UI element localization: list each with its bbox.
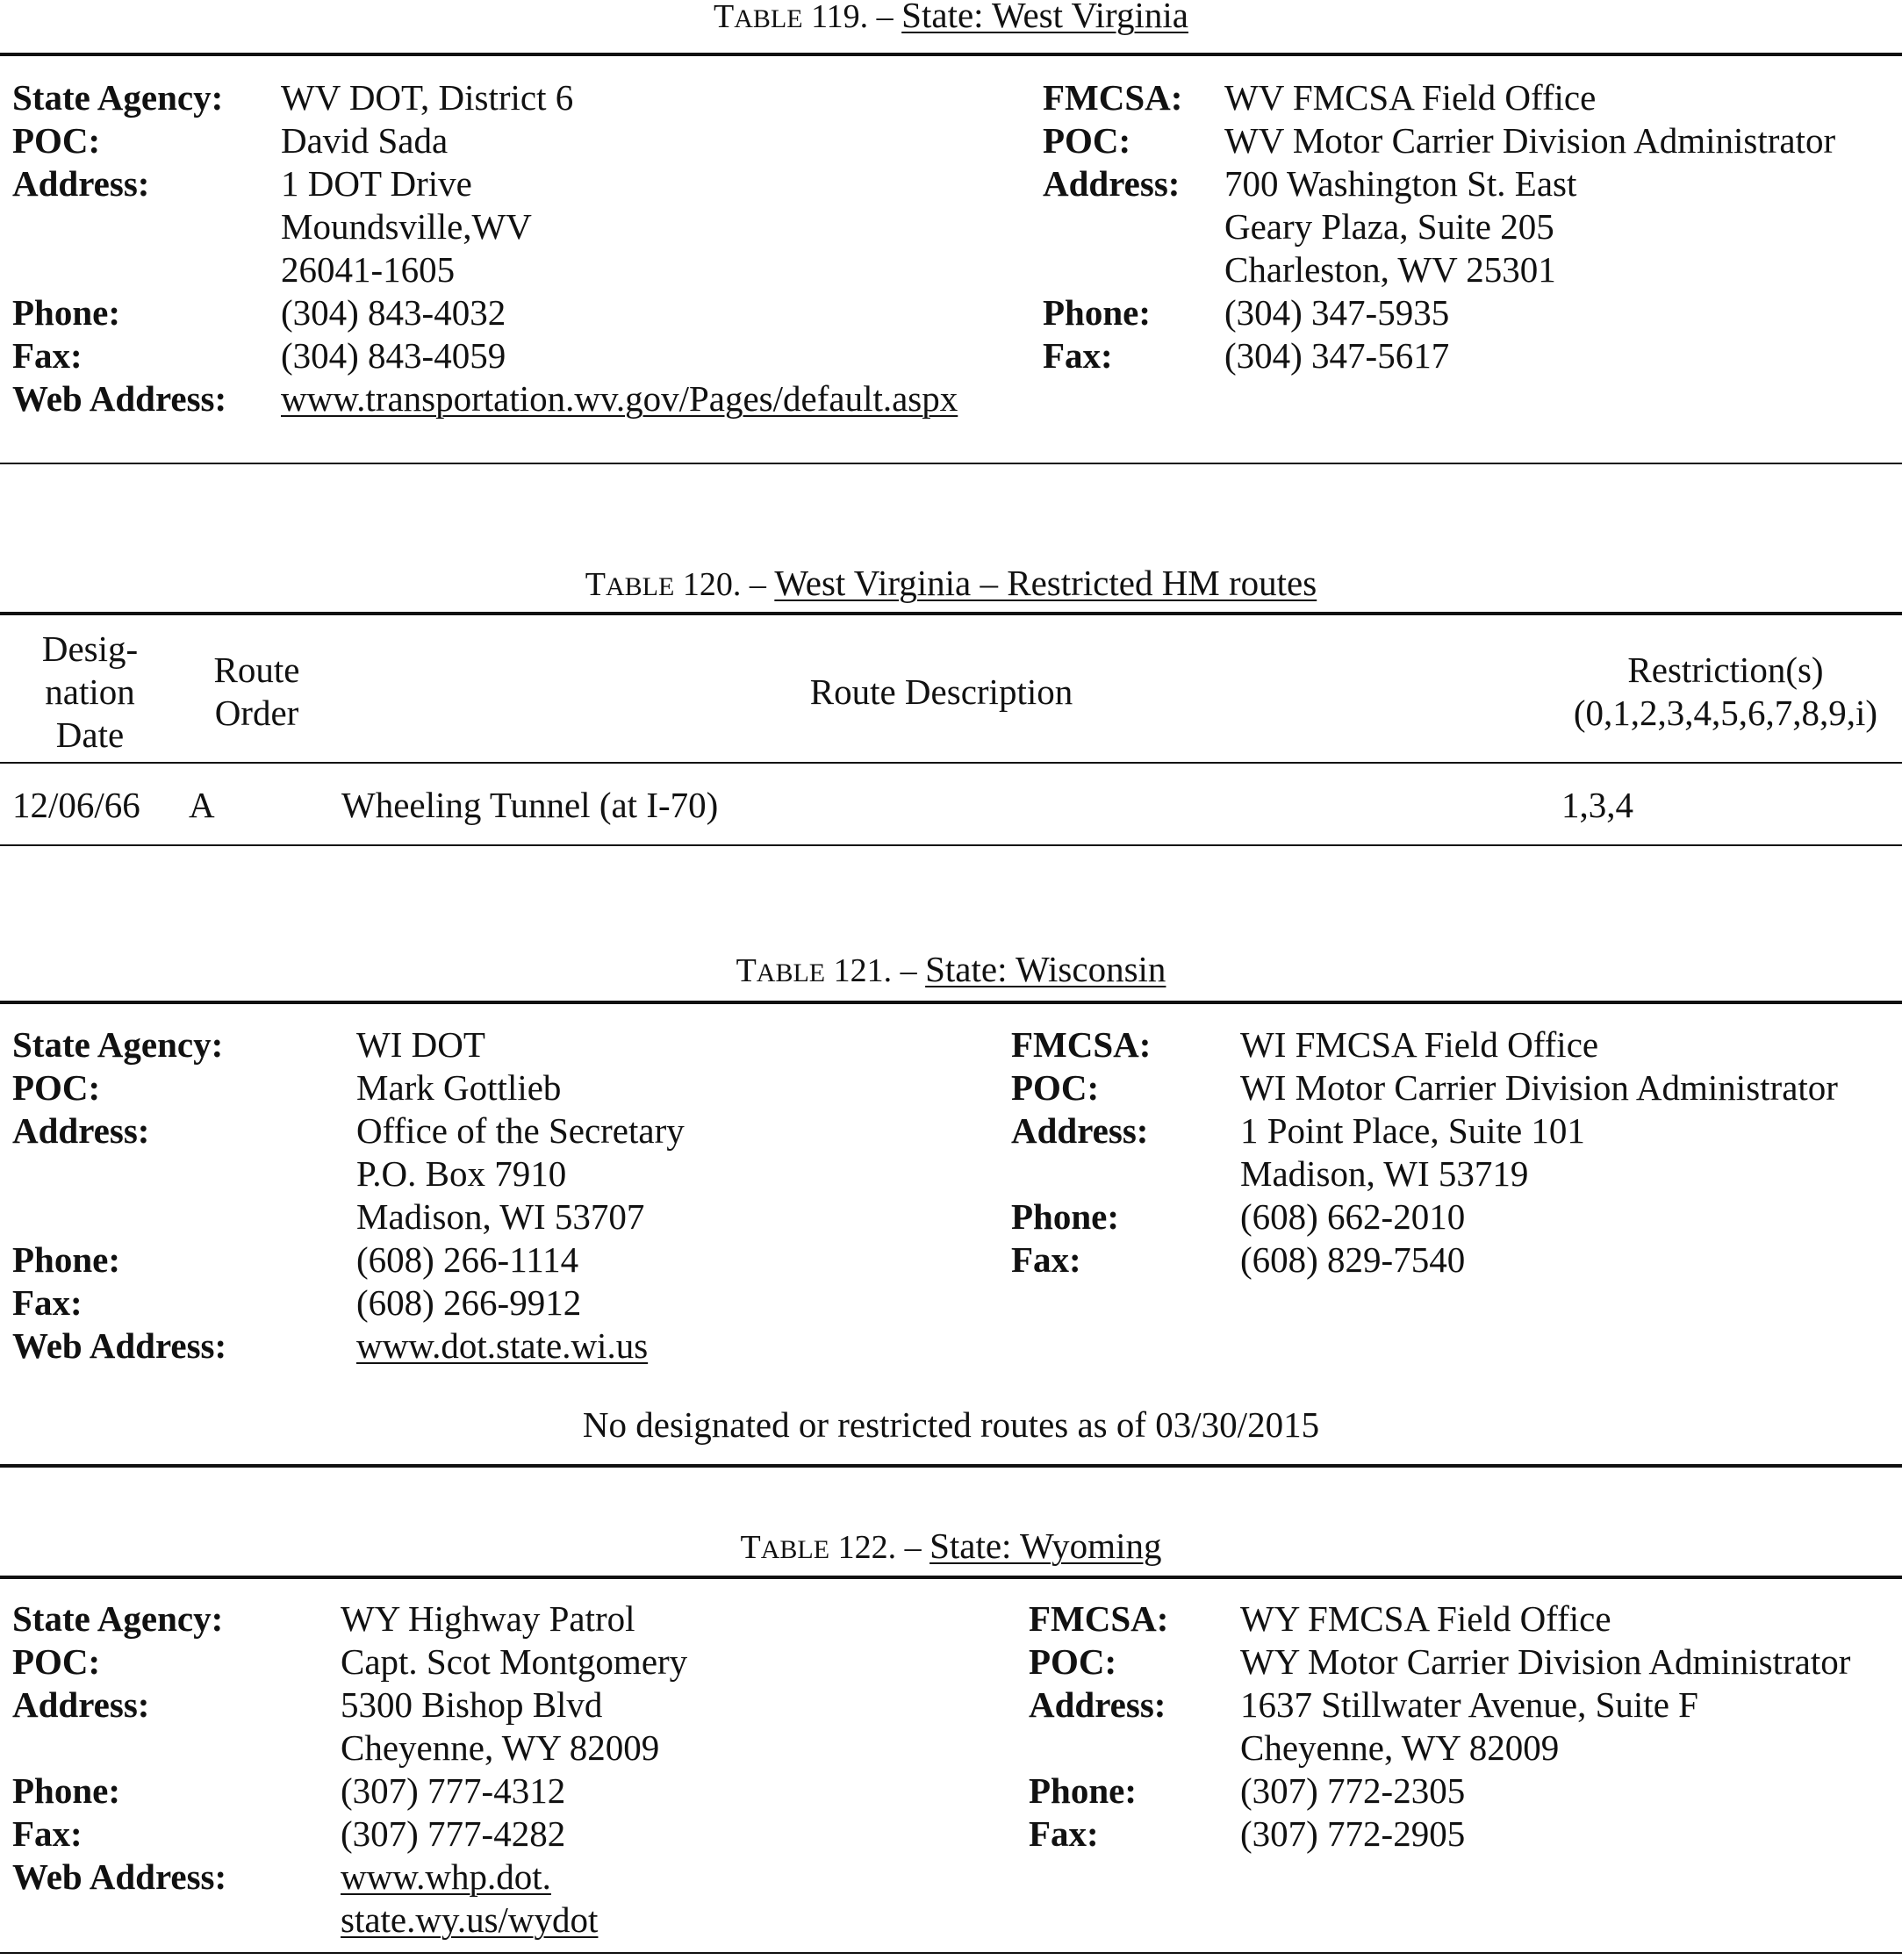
- route-order-header-line-2: Order: [214, 693, 299, 733]
- poc-value: David Sada: [281, 120, 449, 161]
- address-line-2: Moundsville,WV: [281, 206, 532, 247]
- designation-date-cell: 12/06/66: [12, 785, 140, 825]
- fax-value: (307) 777-4282: [341, 1813, 566, 1854]
- web-address-link-line-2[interactable]: state.wy.us/wydot: [341, 1899, 599, 1940]
- no-routes-note: No designated or restricted routes as of 03/30/2015: [582, 1404, 1320, 1445]
- fmcsa-fax-label: Fax:: [1029, 1813, 1099, 1854]
- route-order-header-line-1: Route: [213, 650, 300, 690]
- fmcsa-poc-value: WI Motor Carrier Division Administrator: [1240, 1067, 1838, 1108]
- route-order-cell: A: [189, 785, 215, 825]
- fax-label: Fax:: [12, 1813, 83, 1854]
- table-122-top-rule: [0, 1576, 1902, 1579]
- table-121-title: State: Wisconsin: [925, 949, 1166, 989]
- web-address-link-line-1[interactable]: www.whp.dot.: [341, 1856, 551, 1897]
- restrictions-cell: 1,3,4: [1561, 785, 1633, 825]
- fax-value: (304) 843-4059: [281, 335, 506, 376]
- table-121-caption: [0, 949, 1902, 994]
- address-line-3: Madison, WI 53707: [356, 1196, 645, 1237]
- web-address-link[interactable]: www.dot.state.wi.us: [356, 1325, 649, 1366]
- fmcsa-fax-value: (307) 772-2905: [1240, 1813, 1466, 1854]
- fmcsa-value: WV FMCSA Field Office: [1224, 77, 1597, 118]
- address-label: Address:: [12, 1684, 150, 1725]
- table-122-caption-prefix: TABLE 122. –: [740, 1529, 930, 1566]
- web-address-link[interactable]: www.transportation.wv.gov/Pages/default.aspx: [281, 378, 958, 419]
- poc-label: POC:: [12, 1067, 101, 1108]
- fmcsa-address-line-1: 700 Washington St. East: [1224, 163, 1577, 204]
- table-119-bottom-rule: [0, 463, 1902, 464]
- fax-value: (608) 266-9912: [356, 1282, 582, 1323]
- restrictions-header-line-2: (0,1,2,3,4,5,6,7,8,9,i): [1573, 693, 1878, 733]
- fmcsa-phone-value: (304) 347-5935: [1224, 292, 1450, 333]
- fmcsa-address-label: Address:: [1029, 1684, 1166, 1725]
- address-line-3: 26041-1605: [281, 249, 456, 290]
- fmcsa-poc-value: WY Motor Carrier Division Administrator: [1240, 1641, 1851, 1682]
- table-122-bottom-rule: [0, 1952, 1902, 1954]
- fmcsa-address-line-2: Geary Plaza, Suite 205: [1224, 206, 1554, 247]
- state-agency-value: WI DOT: [356, 1024, 485, 1065]
- state-agency-label: State Agency:: [12, 1598, 224, 1639]
- poc-label: POC:: [12, 120, 101, 161]
- fmcsa-phone-value: (307) 772-2305: [1240, 1770, 1466, 1811]
- address-label: Address:: [12, 1110, 150, 1151]
- poc-value: Mark Gottlieb: [356, 1067, 562, 1108]
- address-line-1: 1 DOT Drive: [281, 163, 472, 204]
- designation-date-header-line-3: Date: [55, 714, 125, 755]
- fmcsa-address-line-3: Charleston, WV 25301: [1224, 249, 1556, 290]
- table-122-caption: [0, 1526, 1902, 1570]
- fmcsa-poc-label: POC:: [1011, 1067, 1100, 1108]
- fmcsa-address-line-1: 1 Point Place, Suite 101: [1240, 1110, 1585, 1151]
- table-121-caption-prefix: TABLE 121. –: [736, 952, 926, 989]
- state-agency-label: State Agency:: [12, 1024, 224, 1065]
- web-address-label: Web Address:: [12, 378, 227, 419]
- table-119-title: State: West Virginia: [901, 0, 1188, 35]
- table-120-title: West Virginia – Restricted HM routes: [774, 563, 1317, 603]
- fax-label: Fax:: [12, 335, 83, 376]
- fmcsa-value: WI FMCSA Field Office: [1240, 1024, 1599, 1065]
- address-line-1: 5300 Bishop Blvd: [341, 1684, 603, 1725]
- fmcsa-address-line-2: Cheyenne, WY 82009: [1240, 1727, 1560, 1768]
- phone-value: (608) 266-1114: [356, 1239, 579, 1280]
- fmcsa-fax-label: Fax:: [1011, 1239, 1081, 1280]
- fmcsa-phone-label: Phone:: [1029, 1770, 1137, 1811]
- table-121-bottom-rule: [0, 1464, 1902, 1468]
- fmcsa-phone-value: (608) 662-2010: [1240, 1196, 1466, 1237]
- fmcsa-poc-label: POC:: [1029, 1641, 1117, 1682]
- address-line-1: Office of the Secretary: [356, 1110, 685, 1151]
- fmcsa-poc-value: WV Motor Carrier Division Administrator: [1224, 120, 1836, 161]
- fmcsa-value: WY FMCSA Field Office: [1240, 1598, 1611, 1639]
- phone-label: Phone:: [12, 1239, 120, 1280]
- address-line-2: Cheyenne, WY 82009: [341, 1727, 660, 1768]
- table-120-caption-prefix: TABLE 120. –: [585, 566, 775, 603]
- fmcsa-phone-label: Phone:: [1011, 1196, 1119, 1237]
- restrictions-header-line-1: Restriction(s): [1627, 650, 1824, 690]
- phone-value: (307) 777-4312: [341, 1770, 566, 1811]
- fax-label: Fax:: [12, 1282, 83, 1323]
- fmcsa-label: FMCSA:: [1011, 1024, 1152, 1065]
- route-description-header: Route Description: [809, 671, 1073, 712]
- web-address-label: Web Address:: [12, 1325, 227, 1366]
- fmcsa-address-label: Address:: [1011, 1110, 1149, 1151]
- phone-value: (304) 843-4032: [281, 292, 506, 333]
- phone-label: Phone:: [12, 292, 120, 333]
- fmcsa-label: FMCSA:: [1043, 77, 1183, 118]
- table-120-bottom-rule: [0, 844, 1902, 846]
- state-agency-value: WY Highway Patrol: [341, 1598, 635, 1639]
- table-120-caption: [0, 563, 1902, 607]
- state-agency-value: WV DOT, District 6: [281, 77, 574, 118]
- address-label: Address:: [12, 163, 150, 204]
- fmcsa-address-line-1: 1637 Stillwater Avenue, Suite F: [1240, 1684, 1698, 1725]
- fmcsa-fax-value: (304) 347-5617: [1224, 335, 1450, 376]
- table-119-caption-prefix: TABLE 119. –: [714, 0, 902, 35]
- designation-date-header-line-1: Desig-: [41, 628, 139, 669]
- fmcsa-address-line-2: Madison, WI 53719: [1240, 1153, 1529, 1194]
- poc-label: POC:: [12, 1641, 101, 1682]
- fmcsa-poc-label: POC:: [1043, 120, 1131, 161]
- address-line-2: P.O. Box 7910: [356, 1153, 567, 1194]
- designation-date-header-line-2: nation: [45, 671, 135, 712]
- phone-label: Phone:: [12, 1770, 120, 1811]
- route-description-cell: Wheeling Tunnel (at I-70): [341, 785, 719, 825]
- table-120-header-rule: [0, 762, 1902, 764]
- fmcsa-fax-value: (608) 829-7540: [1240, 1239, 1466, 1280]
- fmcsa-label: FMCSA:: [1029, 1598, 1169, 1639]
- fmcsa-address-label: Address:: [1043, 163, 1181, 204]
- state-agency-label: State Agency:: [12, 77, 224, 118]
- web-address-label: Web Address:: [12, 1856, 227, 1897]
- table-119-caption: [0, 0, 1902, 39]
- table-121-top-rule: [0, 1001, 1902, 1004]
- fmcsa-fax-label: Fax:: [1043, 335, 1113, 376]
- table-122-title: State: Wyoming: [929, 1526, 1162, 1566]
- fmcsa-phone-label: Phone:: [1043, 292, 1151, 333]
- table-120-top-rule: [0, 612, 1902, 615]
- poc-value: Capt. Scot Montgomery: [341, 1641, 688, 1682]
- table-119-top-rule: [0, 53, 1902, 56]
